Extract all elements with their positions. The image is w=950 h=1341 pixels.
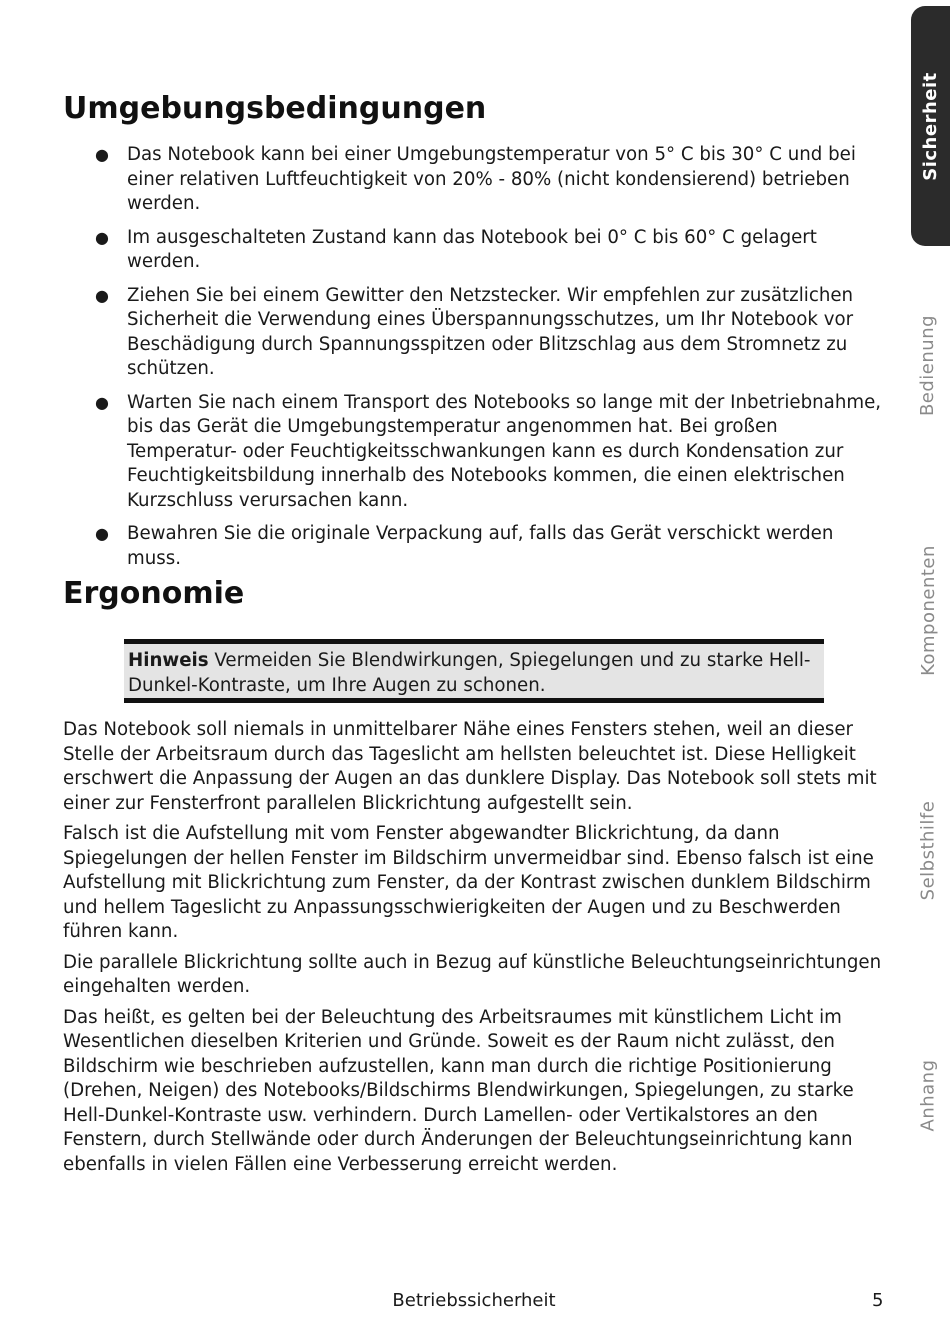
ergonomie-body: [63, 718, 883, 1183]
paragraph: Falsch ist die Aufstellung mit vom Fenster abgewandter Blickrichtung, da dann Spiegelungen der hellen Fenster im Bildschirm unvermeidbar sind. Ebenso falsch ist eine Aufstellung mit Blickrichtung zum Fenster, da der Kontrast zwischen dunklem Bildschirm und hellem Tageslicht zu Anpassungsschwierigkeiten der Augen und zu Beschwerden führen kann.: [63, 823, 874, 942]
list-item-text: Das Notebook kann bei einer Umgebungstemperatur von 5° C bis 30° C und bei einer relativen Luftfeuchtigkeit von 20% - 80% (nicht kondensierend) betrieben werden.: [127, 144, 856, 214]
tab-label: Anhang: [917, 1059, 939, 1131]
page-number: 5: [872, 1290, 884, 1311]
bullet-list: [63, 143, 883, 580]
bullet-icon: ●: [95, 285, 109, 305]
bullet-icon: ●: [95, 227, 109, 247]
list-item: [63, 226, 883, 275]
list-item-text: Warten Sie nach einem Transport des Notebooks so lange mit der Inbetriebnahme, bis das Gerät die Umgebungstemperatur angenommen hat. Bei großen Temperatur- oder Feuchtigkeitsschwankungen kann es durch Kondensation zur Feuchtigkeitsbildung innerhalb des Notebooks kommen, die einen elektrischen Kurzschluss verursachen kann.: [127, 391, 882, 511]
tab-bedienung[interactable]: [908, 300, 948, 430]
tab-anhang[interactable]: [908, 1040, 948, 1150]
list-item: [63, 143, 883, 217]
hint-label: Hinweis: [128, 650, 209, 671]
bullet-icon: ●: [95, 392, 109, 412]
footer-title: Betriebssicherheit: [392, 1290, 556, 1311]
paragraph: Die parallele Blickrichtung sollte auch in Bezug auf künstliche Beleuchtungseinrichtungen eingehalten werden.: [63, 951, 882, 997]
tab-label: Bedienung: [917, 314, 939, 416]
list-item-text: Im ausgeschalteten Zustand kann das Notebook bei 0° C bis 60° C gelagert werden.: [127, 226, 817, 272]
section-title-ergonomie: Ergonomie: [63, 576, 245, 611]
tab-label: Selbsthilfe: [917, 800, 939, 900]
bullet-icon: ●: [95, 145, 109, 164]
list-item-text: Bewahren Sie die originale Verpackung auf, falls das Gerät verschickt werden muss.: [127, 523, 834, 569]
tab-komponenten[interactable]: [908, 530, 948, 690]
list-item: [63, 284, 883, 382]
hint-text: Vermeiden Sie Blendwirkungen, Spiegelungen und zu starke Hell-Dunkel-Kontraste, um Ihre Augen zu schonen.: [128, 650, 811, 696]
paragraph: Das Notebook soll niemals in unmittelbarer Nähe eines Fensters stehen, weil an dieser Stelle der Arbeitsraum durch das Tageslicht am hellsten beleuchtet ist. Diese Helligkeit erschwert die Anpassung der Augen an das dunklere Display. Das Notebook soll stets mit einer zur Fensterfront parallelen Blickrichtung aufgestellt sein.: [63, 719, 877, 814]
list-item-text: Ziehen Sie bei einem Gewitter den Netzstecker. Wir empfehlen zur zusätzlichen Sicherheit die Verwendung eines Überspannungsschutzes, um Ihr Notebook vor Beschädigung durch Spannungsspitzen oder Blitzschlag aus dem Stromnetz zu schützen.: [127, 284, 854, 379]
tab-label: Komponenten: [917, 544, 939, 676]
tab-sicherheit[interactable]: [911, 6, 950, 246]
hint-box: [124, 639, 824, 703]
section-title-umgebungsbedingungen: Umgebungsbedingungen: [63, 91, 487, 126]
list-item: [63, 391, 883, 514]
list-item: [63, 522, 883, 571]
tab-label: Sicherheit: [920, 71, 941, 181]
tab-selbsthilfe[interactable]: [908, 790, 948, 910]
bullet-icon: ●: [95, 524, 109, 543]
paragraph: Das heißt, es gelten bei der Beleuchtung des Arbeitsraumes mit künstlichem Licht im Wesentlichen dieselben Kriterien und Gründe. Soweit es der Raum nicht zulässt, den Bildschirm wie beschrieben aufzustellen, kann man durch die richtige Positionierung (Drehen, Neigen) des Notebooks/Bildschirms Blendwirkungen, Spiegelungen, zu starke Hell-Dunkel-Kontraste usw. verhindern. Durch Lamellen- oder Vertikalstores an den Fenstern, durch Stellwände oder durch Änderungen der Beleuchtungseinrichtung kann ebenfalls in vielen Fällen eine Verbesserung erreicht werden.: [63, 1006, 854, 1175]
